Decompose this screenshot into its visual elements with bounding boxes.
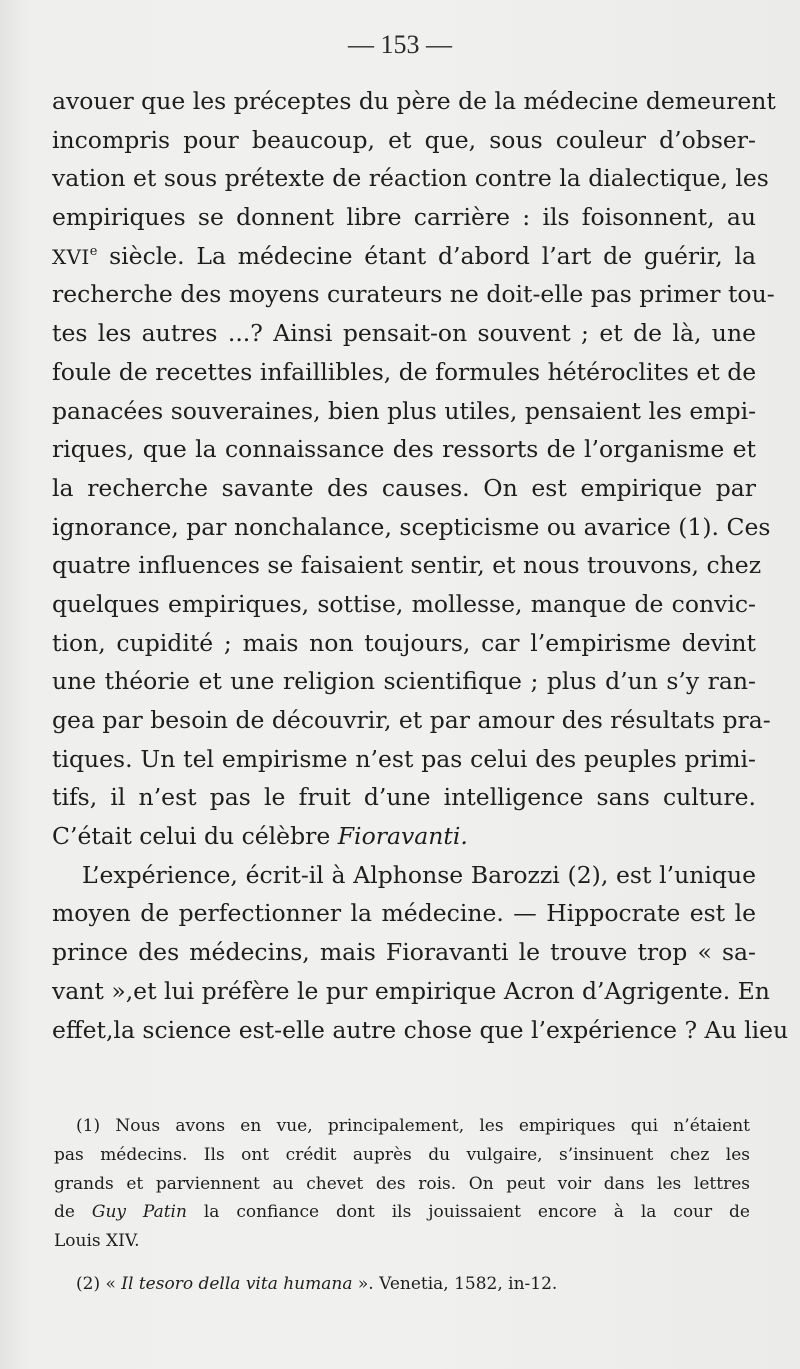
footnote-2-italic-title: Il tesoro della vita humana: [121, 1273, 353, 1294]
text-line: la recherche savante des causes. On est empirique par: [52, 473, 756, 502]
text-line: quelques empiriques, sottise, mollesse, manque de convic-: [52, 589, 756, 618]
text-line: moyen de perfectionner la médecine. — Hippocrate est le: [52, 899, 756, 928]
text-line: panacées souveraines, bien plus utiles, pensaient les empi-: [52, 396, 757, 425]
text-line: gea par besoin de découvrir, et par amour des résultats pra-: [52, 706, 771, 734]
body-text: [52, 82, 789, 1049]
text-line: empiriques se donnent libre carrière : ils foisonnent, au: [52, 203, 756, 232]
text-line: quatre influences se faisaient sentir, et nous trouvons, chez: [52, 551, 762, 580]
text-line: tifs, il n’est pas le fruit d’une intelligence sans culture.: [52, 783, 756, 812]
text-line: riques, que la connaissance des ressorts de l’organisme et: [52, 435, 756, 464]
text-line: vant »,et lui préfère le pur empirique Acron d’Agrigente. En: [52, 976, 770, 1005]
text-line: [52, 817, 756, 856]
text-line: tiques. Un tel empirisme n’est pas celui des peuples primi-: [52, 744, 756, 773]
footnote-1-line: pas médecins. Ils ont crédit auprès du vulgaire, s’insinuent chez les: [54, 1144, 750, 1165]
footnotes: [54, 1112, 750, 1299]
century-numeral: XVI: [52, 244, 90, 269]
footnote-1-line: [54, 1198, 750, 1227]
text-line: avouer que les préceptes du père de la médecine demeurent: [52, 87, 776, 115]
footnote-1-italic-name: Guy Patin: [91, 1202, 187, 1223]
footnote-1-line: Louis XIV.: [54, 1231, 140, 1252]
text-line: incompris pour beaucoup, et que, sous couleur d’obser-: [52, 125, 756, 154]
text-line-start: C’était celui du célèbre: [52, 822, 338, 851]
text-line: prince des médecins, mais Fioravanti le trouve trop « sa-: [52, 938, 756, 967]
text-line: effet,la science est-elle autre chose que l’expérience ? Au lieu: [52, 1015, 789, 1044]
text-line: [52, 237, 756, 276]
text-line-rest: siècle. La médecine étant d’abord l’art de guérir, la: [97, 241, 756, 270]
text-line: tion, cupidité ; mais non toujours, car l’empirisme devint: [52, 628, 756, 657]
footnote-1-line-start: de: [54, 1202, 92, 1223]
footnote-2-start: (2) «: [76, 1273, 122, 1294]
text-line: vation et sous prétexte de réaction contre la dialectique, les: [52, 164, 769, 193]
text-line: ignorance, par nonchalance, scepticisme ou avarice (1). Ces: [52, 512, 771, 541]
footnote-1-line: (1) Nous avons en vue, principalement, les empiriques qui n’étaient: [76, 1116, 750, 1136]
text-line: recherche des moyens curateurs ne doit-elle pas primer tou-: [52, 280, 775, 309]
footnote-2-end: ». Venetia, 1582, in-12.: [352, 1273, 558, 1294]
footnote-1-line-end: la confiance dont ils jouissaient encore à la cour de: [186, 1202, 750, 1223]
text-line: tes les autres ...? Ainsi pensait-on souvent ; et de là, une: [52, 319, 756, 348]
footnote-2-line: [54, 1270, 750, 1299]
footnote-1-line: grands et parviennent au chevet des rois. On peut voir dans les lettres: [54, 1173, 750, 1194]
footnote-gap: [54, 1256, 750, 1270]
italic-name: Fioravanti.: [337, 822, 468, 851]
page-number: — 153 —: [348, 30, 452, 59]
text-line: foule de recettes infaillibles, de formules hétéroclites et de: [52, 357, 757, 386]
text-line: une théorie et une religion scientifique ; plus d’un s’y ran-: [52, 667, 756, 696]
text-line: L’expérience, écrit-il à Alphonse Barozzi (2), est l’unique: [82, 860, 756, 889]
century-superscript: e: [89, 243, 98, 259]
